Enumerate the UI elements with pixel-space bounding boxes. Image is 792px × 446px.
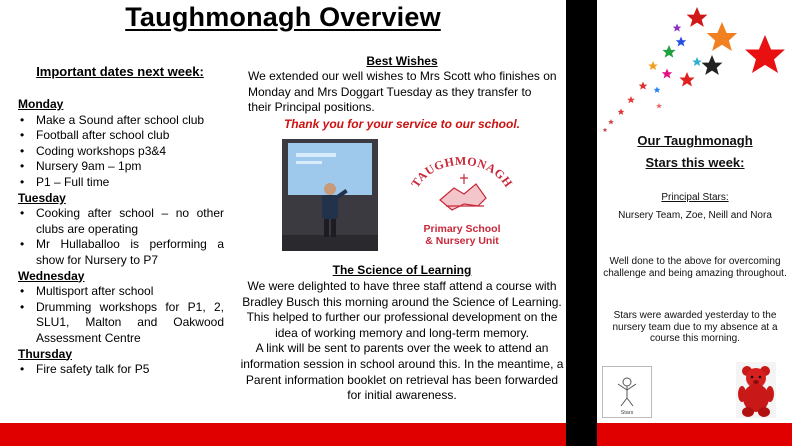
science-heading: The Science of Learning — [332, 263, 472, 277]
list-item: • P1 – Full time — [18, 175, 224, 191]
svg-text:Stars: Stars — [620, 410, 634, 416]
science-paragraph: We were delighted to have three staff attend a course with Bradley Busch this morning around the Science of Learning. — [242, 279, 562, 309]
footer-bar-right — [597, 423, 792, 446]
principal-stars-label: Principal Stars: — [661, 192, 729, 203]
list-item: • Cooking after school – no other clubs are operating — [18, 206, 224, 237]
wednesday-list — [18, 284, 224, 346]
best-wishes-thanks: Thank you for your service to our school. — [283, 117, 521, 131]
thursday-list — [18, 362, 224, 378]
best-wishes-heading: Best Wishes — [366, 54, 438, 68]
monday-list — [18, 113, 224, 191]
star-drawing-thumbnail — [602, 366, 652, 418]
stars-heading-line1: Our Taughmonagh — [637, 133, 753, 148]
footer-bar-left — [0, 423, 566, 446]
list-item: • Make a Sound after school club — [18, 113, 224, 129]
science-body — [240, 279, 564, 404]
important-dates-list — [18, 97, 224, 378]
science-paragraph: This helped to further our professional development on the idea of working memory and long-term memory. — [246, 310, 558, 340]
day-tuesday: Tuesday — [18, 190, 66, 205]
important-dates-heading: Important dates next week: — [36, 64, 204, 79]
principal-stars-names: Nursery Team, Zoe, Neill and Nora — [618, 210, 772, 221]
column-divider — [566, 0, 597, 446]
day-thursday: Thursday — [18, 346, 73, 361]
list-item: • Football after school club — [18, 128, 224, 144]
stars-heading — [600, 130, 790, 174]
list-item: • Mr Hullaballoo is performing a show for Nursery to P7 — [18, 237, 224, 268]
list-item: • Fire safety talk for P5 — [18, 362, 224, 378]
school-logo — [404, 144, 520, 252]
well-done-text: Well done to the above for overcoming challenge and being amazing throughout. — [603, 256, 787, 279]
day-wednesday: Wednesday — [18, 268, 85, 283]
stars-heading-line2: Stars this week: — [645, 155, 745, 170]
svg-text:Primary School: Primary School — [423, 223, 501, 235]
svg-text:TAUGHMONAGH: TAUGHMONAGH — [408, 153, 516, 191]
page-title: Taughmonagh Overview — [125, 2, 441, 32]
red-teddy-photo — [736, 362, 776, 418]
tuesday-list — [18, 206, 224, 268]
science-paragraph: A link will be sent to parents over the week to attend an information session in school around this. In the meantime, a Parent information booklet on retrieval has been forwarded for initial awareness. — [240, 341, 564, 403]
svg-text:& Nursery Unit: & Nursery Unit — [425, 235, 499, 247]
list-item: • Drumming workshops for P1, 2, SLU1, Malton and Oakwood Assessment Centre — [18, 300, 224, 347]
list-item: • Nursery 9am – 1pm — [18, 159, 224, 175]
list-item: • Multisport after school — [18, 284, 224, 300]
best-wishes-body: We extended our well wishes to Mrs Scott who finishes on Monday and Mrs Doggart Tuesday as they transfer to their Principal positions. — [248, 69, 557, 115]
awarded-text: Stars were awarded yesterday to the nursery team due to my absence at a course this morning. — [612, 310, 778, 344]
course-speaker-photo — [282, 139, 378, 251]
list-item: • Coding workshops p3&4 — [18, 144, 224, 160]
stars-decoration — [597, 4, 792, 136]
day-monday: Monday — [18, 97, 64, 111]
